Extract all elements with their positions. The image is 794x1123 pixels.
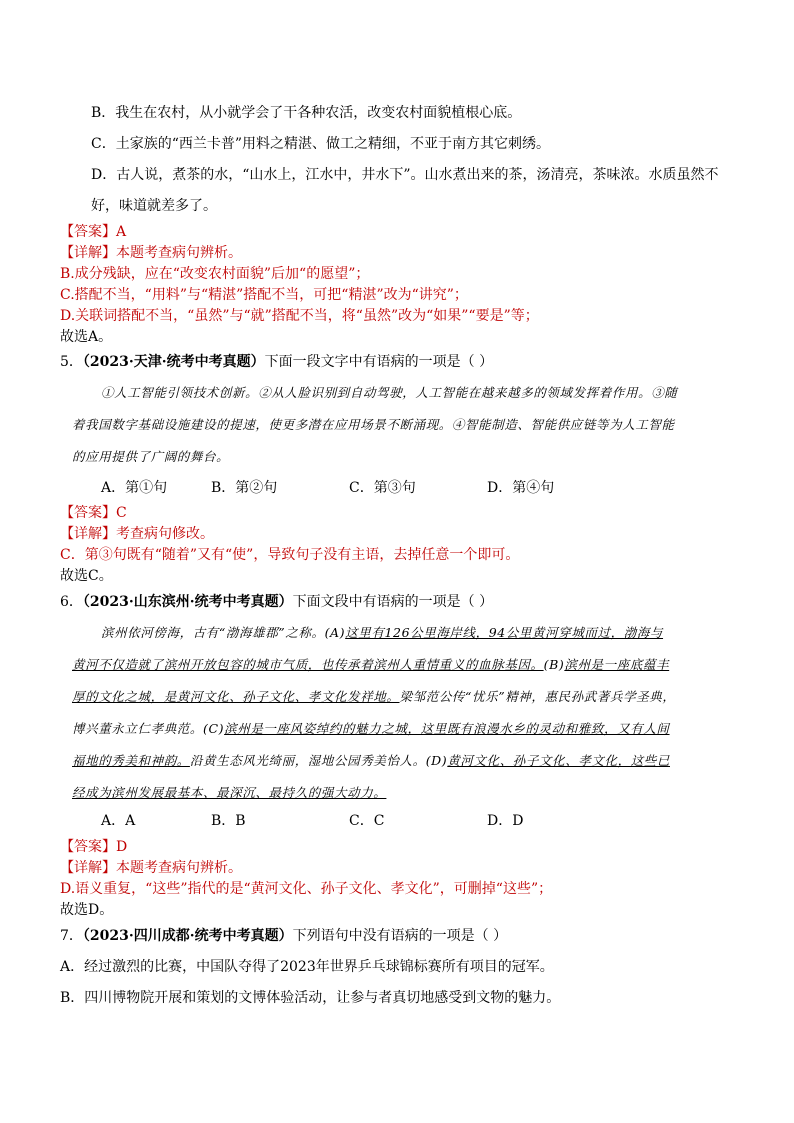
q5-number: 5．: [60, 354, 83, 370]
q5-option-d: D．第④句: [487, 480, 555, 496]
q5-heading: [60, 352, 493, 372]
q6-p6-a: 经成为滨州发展最基本、最深沉、最持久的强大动力。: [72, 785, 387, 800]
q6-p2-a: 黄河不仅造就了滨州开放包容的城市气质，也传承着滨州人重情重义的血脉基因。: [72, 657, 544, 672]
q6-p1-a: 滨州依河傍海，古有“渤海雄郡”之称。(A): [101, 625, 346, 640]
q5-passage-line1: ①人工智能引领技术创新。②从人脸识别到自动驾驶，人工智能在越来越多的领域发挥着作用。③随: [101, 385, 678, 400]
q7-number: 7．: [60, 928, 83, 944]
q5-detail: 【详解】考查病句修改。: [60, 526, 214, 542]
q5-option-c: C．第③句: [349, 480, 416, 496]
q6-passage-line4: [72, 719, 670, 739]
q5-passage-line3: 的应用提供了广阔的舞台。: [72, 449, 230, 464]
q5-option-a: A．第①句: [101, 480, 168, 496]
q6-p1-b: 这里有126公里海岸线，94公里黄河穿城而过，渤海与: [345, 625, 664, 640]
q6-p2-b: (B): [543, 657, 565, 672]
q6-passage-line6: [72, 783, 386, 803]
q6-option-c: C．C: [349, 813, 385, 829]
q6-p5-a: 福地的秀美和神韵。: [72, 753, 190, 768]
q6-passage-line5: [72, 751, 670, 771]
q6-number: 6．: [60, 594, 83, 610]
q4-option-d-line1: D．古人说，煮茶的水，“山水上，江水中，井水下”。山水煮出来的茶，汤清亮，茶味浓。水质虽然不: [91, 167, 719, 183]
q6-p4-b: 滨州是一座风姿绰约的魅力之城，这里既有浪漫水乡的灵动和雅致，又有人间: [224, 721, 670, 736]
q4-option-c: C．土家族的“西兰卡普”用料之精湛、做工之精细，不亚于南方其它刺绣。: [91, 136, 551, 152]
q5-conclusion: 故选C。: [60, 568, 113, 584]
q4-detail: [60, 243, 242, 263]
q6-answer: 【答案】D: [60, 839, 128, 855]
q6-p2-c: 滨州是一座底蕴丰: [564, 657, 670, 672]
q5-stem: 下面一段文字中有语病的一项是（ ）: [264, 354, 494, 370]
q4-detail-text: 【详解】本题考查病句辨析。: [60, 245, 242, 261]
q4-option-d-line2: 好，味道就差多了。: [91, 198, 217, 214]
q5-option-b: B．第②句: [211, 480, 278, 496]
q6-p5-c: 黄河文化、孙子文化、孝文化，这些已: [447, 753, 670, 768]
q6-heading: [60, 592, 493, 612]
q4-explain-b: B.成分残缺，应在“改变农村面貌”后加“的愿望”；: [60, 266, 370, 282]
q4-option-b: B．我生在农村，从小就学会了干各种农活，改变农村面貌植根心底。: [91, 105, 522, 121]
q7-heading: [60, 926, 507, 946]
q6-passage-line1: [101, 623, 663, 643]
q5-answer: 【答案】C: [60, 505, 127, 521]
q6-detail: 【详解】本题考查病句辨析。: [60, 860, 242, 876]
q6-option-d: D．D: [487, 813, 524, 829]
q5-source: （2023·天津·统考中考真题）: [82, 354, 265, 370]
q6-option-b: B．B: [211, 813, 246, 829]
q5-explain: C．第③句既有“随着”又有“使”，导致句子没有主语，去掉任意一个即可。: [60, 547, 520, 563]
q6-explain: D.语义重复，“这些”指代的是“黄河文化、孙子文化、孝文化”，可删掉“这些”；: [60, 881, 553, 897]
q4-explain-d: D.关联词搭配不当，“虽然”与“就”搭配不当，将“虽然”改为“如果”“要是”等；: [60, 308, 539, 324]
q6-passage-line3: [72, 687, 676, 707]
q7-option-a: A．经过激烈的比赛，中国队夺得了2023年世界乒乓球锦标赛所有项目的冠军。: [60, 959, 554, 975]
q6-p4-a: 博兴董永立仁孝典范。(C): [72, 721, 225, 736]
q6-stem: 下面文段中有语病的一项是（ ）: [292, 594, 494, 610]
q7-source: （2023·四川成都·统考中考真题）: [82, 928, 293, 944]
q4-explain-c: C.搭配不当，“用料”与“精湛”搭配不当，可把“精湛”改为“讲究”；: [60, 287, 468, 303]
q6-p3-b: 梁邹范公传“忧乐”精神，惠民孙武著兵学圣典，: [399, 689, 676, 704]
q6-option-a: A．A: [101, 813, 136, 829]
q4-conclusion: 故选A。: [60, 329, 113, 345]
q6-passage-line2: [72, 655, 669, 675]
q5-passage-line2: 着我国数字基础设施建设的提速，使更多潜在应用场景不断涌现。④智能制造、智能供应链等为人工智能: [72, 417, 675, 432]
q6-conclusion: 故选D。: [60, 902, 114, 918]
q6-source: （2023·山东滨州·统考中考真题）: [82, 594, 293, 610]
q6-p5-b: 沿黄生态风光绮丽，湿地公园秀美怡人。(D): [189, 753, 448, 768]
q4-answer: 【答案】A: [60, 224, 127, 240]
q6-p3-a: 厚的文化之城，是黄河文化、孙子文化、孝文化发祥地。: [72, 689, 400, 704]
q7-option-b: B．四川博物院开展和策划的文博体验活动，让参与者真切地感受到文物的魅力。: [60, 990, 561, 1006]
q7-stem: 下列语句中没有语病的一项是（ ）: [292, 928, 508, 944]
